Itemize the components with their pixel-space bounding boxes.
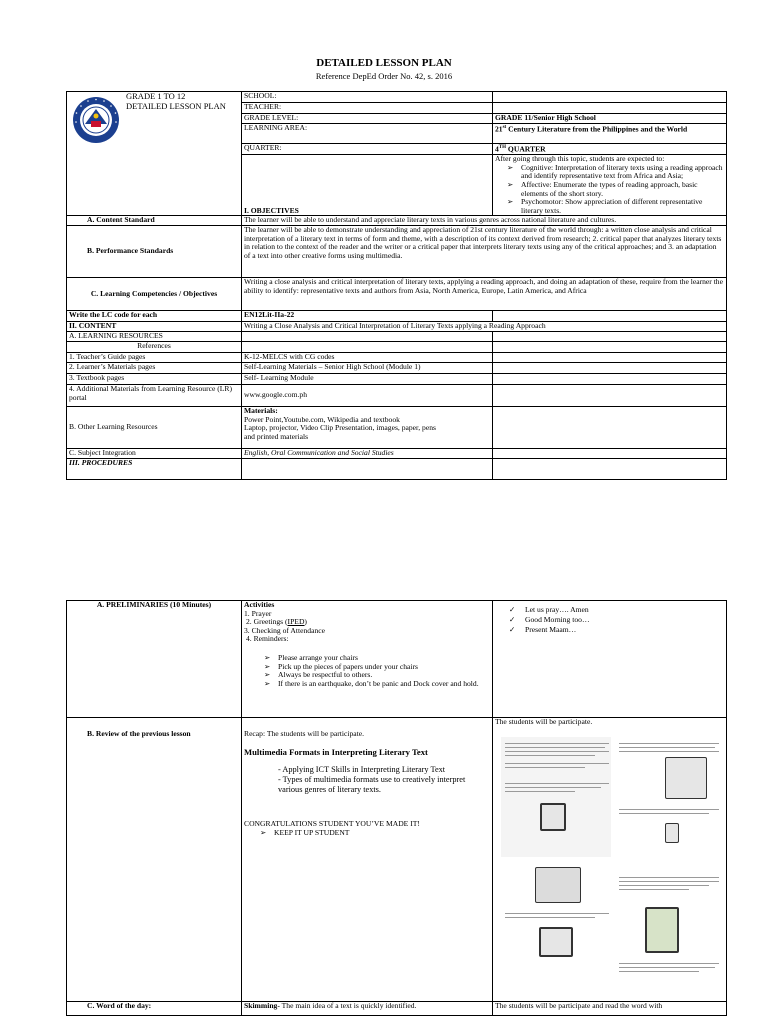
subject-integration-value: English, Oral Communication and Social Studies bbox=[242, 449, 493, 459]
video-image bbox=[539, 927, 573, 957]
reminders-list bbox=[244, 654, 490, 688]
materials-label: Materials: bbox=[244, 406, 278, 416]
review-recap: Recap: The students will be participate. bbox=[244, 729, 365, 738]
teacher-guide-value: K-12-MELCS with CG codes bbox=[242, 353, 493, 363]
preliminaries-label: A. PRELIMINARIES (10 Minutes) bbox=[67, 601, 242, 718]
lc-code-label: Write the LC code for each bbox=[67, 311, 242, 322]
word-of-day-response: The students will be participate and read the word with bbox=[493, 1002, 727, 1016]
content-standard-value: The learner will be able to understand and appreciate literary texts in various genres across national literature and cultures. bbox=[242, 216, 727, 226]
content-standard-label: A. Content Standard bbox=[67, 216, 242, 226]
word-cloud-image bbox=[535, 867, 581, 903]
response-item: ✓ Let us pray…. Amen bbox=[495, 605, 724, 615]
step-reminders: 4. Reminders: bbox=[246, 634, 289, 644]
teacher-guide-label: 1. Teacher’s Guide pages bbox=[67, 353, 242, 363]
keep-list bbox=[244, 829, 490, 838]
grade-title-line-2: DETAILED LESSON PLAN bbox=[126, 100, 226, 111]
objective-psychomotor: ➢ Psychomotor: Show appreciation of different representative literary texts. bbox=[495, 198, 724, 215]
lc-code-value: EN12Lit-IIa-22 bbox=[242, 311, 493, 322]
reminder-item: ➢ If there is an earthquake, don’t be panic and Dock cover and hold. bbox=[252, 680, 490, 689]
review-content bbox=[242, 718, 493, 1002]
review-label: B. Review of the previous lesson bbox=[67, 718, 242, 1002]
menu-image bbox=[665, 757, 707, 799]
review-heading: Multimedia Formats in Interpreting Literary Text bbox=[244, 746, 428, 757]
reminder-item: ➢ Always be respectful to others. bbox=[252, 671, 490, 680]
congrats-text: CONGRATULATIONS STUDENT YOU’VE MADE IT! bbox=[244, 819, 420, 829]
other-resources-value bbox=[242, 407, 493, 449]
response-item: ✓ Good Morning too… bbox=[495, 615, 724, 625]
grade-title-line-1: GRADE 1 TO 12 bbox=[126, 91, 186, 101]
content-label: II. CONTENT bbox=[67, 322, 242, 332]
handout-thumbnail bbox=[495, 727, 724, 997]
teacher-value bbox=[493, 103, 727, 114]
activities-label: Activities bbox=[244, 600, 275, 609]
objective-cognitive: ➢ Cognitive: Interpretation of literary texts using a reading approach and identify representative text from Africa and Asia; bbox=[495, 164, 724, 181]
grade-level-value: GRADE 11/Senior High School bbox=[493, 114, 727, 124]
teacher-label: TEACHER: bbox=[242, 103, 493, 114]
document-reference: Reference DepEd Order No. 42, s. 2016 bbox=[315, 71, 453, 81]
preliminaries-responses bbox=[493, 601, 727, 718]
lesson-plan-table bbox=[66, 91, 727, 480]
learning-resources-label: A. LEARNING RESOURCES bbox=[67, 332, 242, 342]
learner-materials-label: 2. Learner’s Materials pages bbox=[67, 363, 242, 374]
review-point: - Types of multimedia formats use to creatively interpret various genres of literary texts. bbox=[278, 775, 466, 795]
references-label: References bbox=[67, 342, 242, 353]
textbook-value: Self- Learning Module bbox=[242, 374, 493, 385]
review-points bbox=[244, 765, 490, 795]
word-of-day-content: Skimming- The main idea of a text is quickly identified. bbox=[242, 1002, 493, 1016]
materials-line-1: Power Point,Youtube.com, Wikipedia and textbook bbox=[244, 414, 400, 424]
responses-list bbox=[495, 605, 724, 635]
phone-image bbox=[665, 823, 679, 843]
response-item: ✓ Present Maam… bbox=[495, 625, 724, 635]
deped-seal-icon bbox=[71, 95, 121, 145]
procedures-label: III. PROCEDURES bbox=[67, 459, 242, 480]
competencies-label: C. Learning Competencies / Objectives bbox=[67, 278, 242, 311]
step-prayer: 1. Prayer bbox=[244, 608, 272, 618]
competencies-value: Writing a close analysis and critical interpretation of literary texts, applying a reading approach, and doing an adaptation of these, require from the learner the ability to identify: representative texts and authors from Asia, North America, Europe, Latin America, and Africa bbox=[242, 278, 727, 311]
grade-level-label: GRADE LEVEL: bbox=[242, 114, 493, 124]
performance-standards-value: The learner will be able to demonstrate understanding and appreciation of 21st century literature of the world through: a written close analysis and critical interpretation of a literary text in terms of form and theme, with a description of its context derived from research; 2. critical paper that analyzes literary texts in relation to the context of the reader and the writer or a critical paper that interprets literary texts using any of the critical approaches; and 3. an adaptation of a text into other creative forms using multimedia. bbox=[242, 226, 727, 278]
other-resources-label: B. Other Learning Resources bbox=[67, 407, 242, 449]
procedures-table bbox=[66, 600, 727, 1016]
quarter-label: QUARTER: bbox=[242, 144, 493, 155]
review-response bbox=[493, 718, 727, 1002]
review-point: - Applying ICT Skills in Interpreting Literary Text bbox=[278, 765, 446, 775]
additional-materials-value: www.google.com.ph bbox=[242, 385, 493, 407]
word-of-day-label: C. Word of the day: bbox=[67, 1002, 242, 1016]
reminder-item: ➢ Please arrange your chairs bbox=[252, 654, 490, 663]
school-label: SCHOOL: bbox=[242, 92, 493, 103]
tablet-image bbox=[540, 803, 566, 831]
document-title: DETAILED LESSON PLAN bbox=[316, 57, 452, 69]
materials-line-2: Laptop, projector, Video Clip Presentation, images, paper, pens bbox=[244, 423, 436, 433]
subject-integration-label: C. Subject Integration bbox=[67, 449, 242, 459]
objective-affective: ➢ Affective: Enumerate the types of reading approach, basic elements of the short story. bbox=[495, 181, 724, 198]
learning-area-label: LEARNING AREA: bbox=[242, 124, 493, 144]
keep-item: ➢ KEEP IT UP STUDENT bbox=[248, 829, 490, 838]
quarter-value: 4TH QUARTER bbox=[493, 144, 727, 155]
step-attendance: 3. Checking of Attendance bbox=[244, 625, 325, 635]
materials-line-3: and printed materials bbox=[244, 432, 309, 442]
reminder-item: ➢ Pick up the pieces of papers under your chairs bbox=[252, 663, 490, 672]
review-response-text: The students will be participate. bbox=[495, 717, 593, 726]
school-value bbox=[493, 92, 727, 103]
learner-materials-value: Self-Learning Materials – Senior High School (Module 1) bbox=[242, 363, 493, 374]
objectives-list bbox=[495, 164, 724, 216]
textbook-label: 3. Textbook pages bbox=[67, 374, 242, 385]
content-value: Writing a Close Analysis and Critical Interpretation of Literary Texts applying a Reading Approach bbox=[242, 322, 727, 332]
preliminaries-activities bbox=[242, 601, 493, 718]
step-greetings: 2. Greetings (IPED) bbox=[246, 617, 307, 627]
additional-materials-label: 4. Additional Materials from Learning Resource (LR) portal bbox=[67, 385, 242, 407]
objectives-intro: After going through this topic, students are expected to: bbox=[495, 154, 665, 164]
ebook-image bbox=[645, 907, 679, 953]
objectives-label: I. OBJECTIVES bbox=[242, 155, 493, 216]
learning-area-value: 21st Century Literature from the Philippines and the World bbox=[493, 124, 727, 144]
performance-standards-label: B. Performance Standards bbox=[67, 226, 242, 278]
objectives-content bbox=[493, 155, 727, 216]
